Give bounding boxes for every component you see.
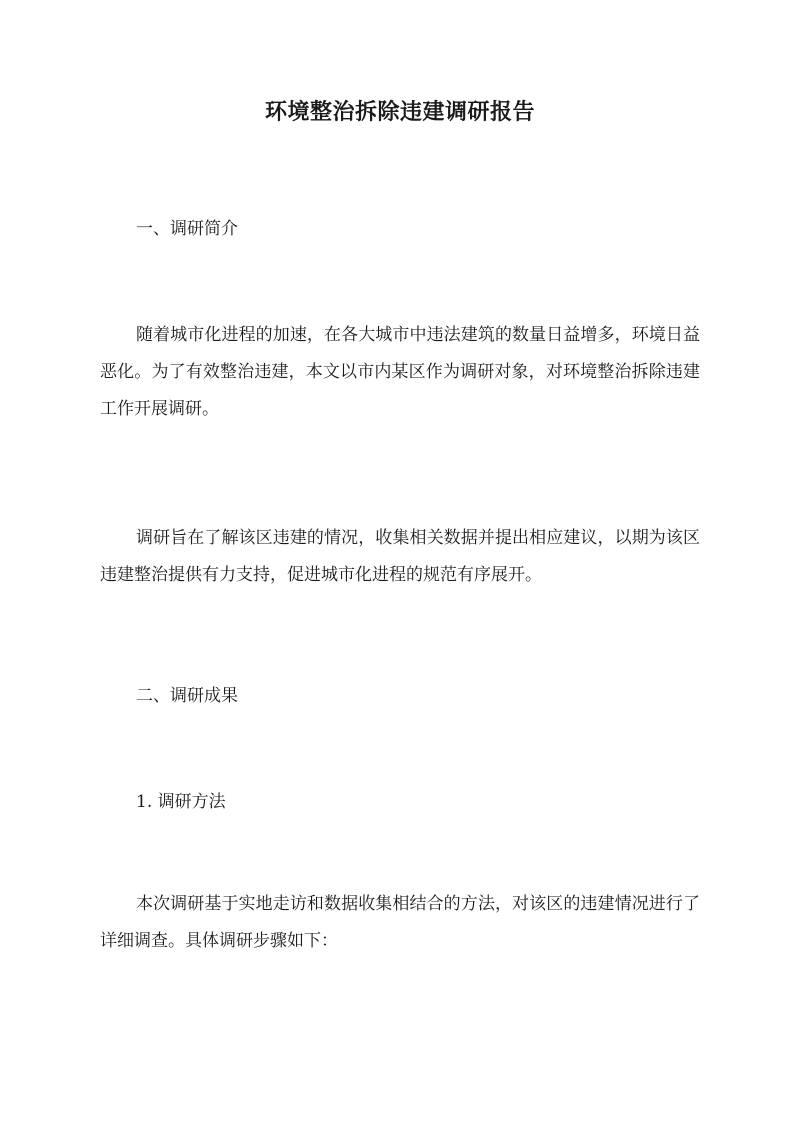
section-heading-results: 二、调研成果: [136, 686, 238, 706]
paragraph-intro-purpose: 调研旨在了解该区违建的情况，收集相关数据并提出相应建议，以期为该区违建整治提供有力支持，促进城市化进程的规范有序展开。: [100, 528, 700, 585]
paragraph-method: 本次调研基于实地走访和数据收集相结合的方法，对该区的违建情况进行了详细调查。具体调研步骤如下：: [100, 894, 700, 951]
document-title: 环境整治拆除违建调研报告: [264, 99, 535, 125]
section-heading-intro: 一、调研简介: [136, 219, 238, 239]
paragraph-intro-background: 随着城市化进程的加速，在各大城市中违法建筑的数量日益增多，环境日益恶化。为了有效整治违建，本文以市内某区作为调研对象，对环境整治拆除违建工作开展调研。: [100, 325, 700, 419]
subsection-heading-method: 1. 调研方法: [136, 792, 226, 812]
